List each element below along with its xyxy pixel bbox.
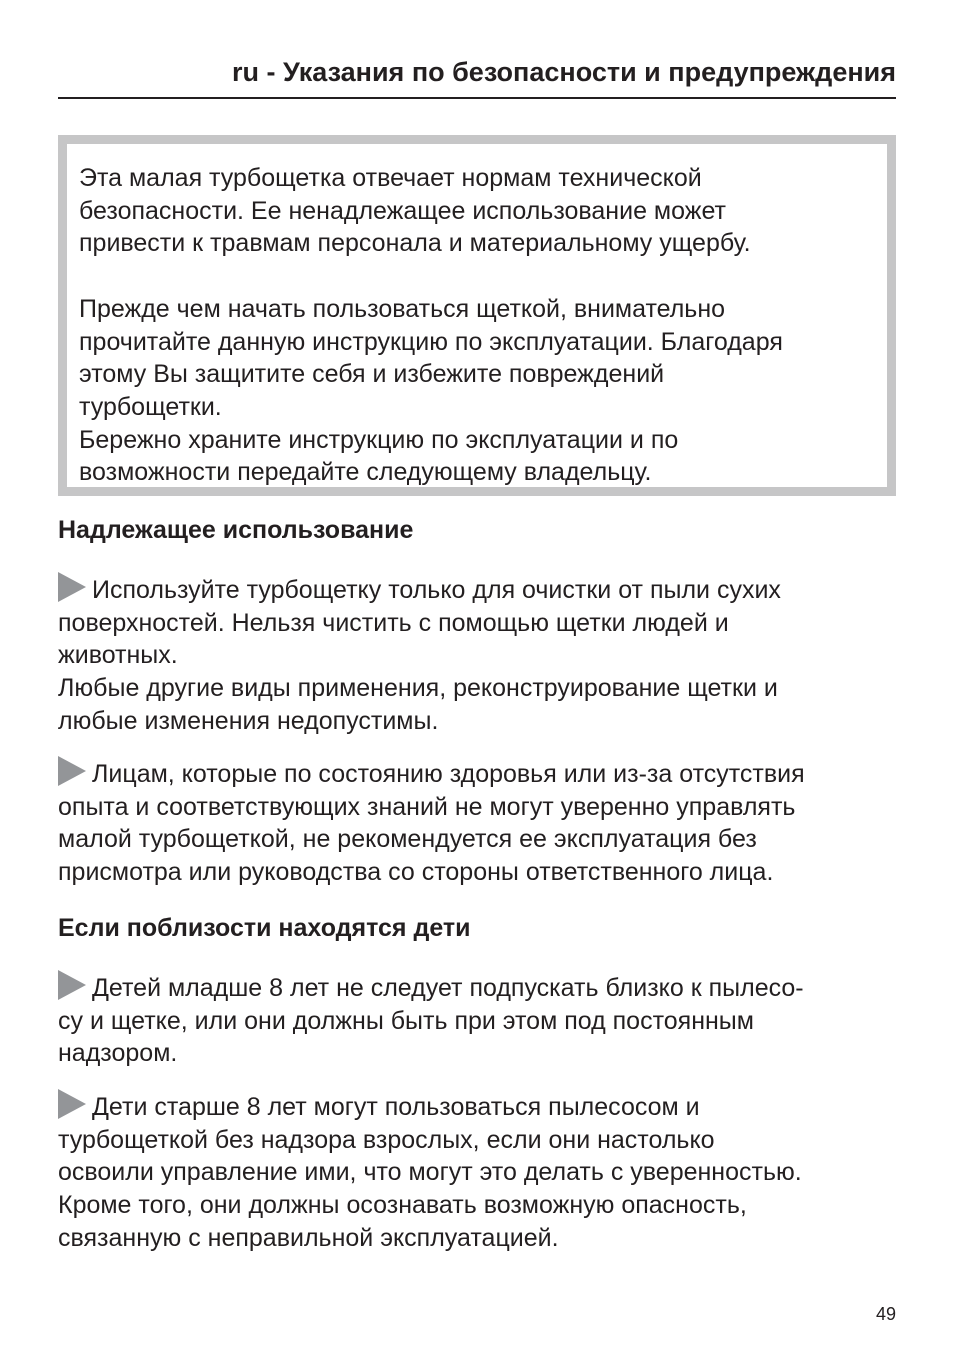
paragraph-line: освоили управление ими, что могут это делать с уверенностью.	[58, 1158, 802, 1187]
safety-notice-box	[58, 135, 896, 496]
paragraph-line: Кроме того, они должны осознавать возможную опасность,	[58, 1191, 747, 1220]
notice-line: турбощетки.	[79, 392, 222, 421]
paragraph-line: опыта и соответствующих знаний не могут уверенно управлять	[58, 792, 796, 821]
bullet-paragraph	[58, 572, 898, 738]
bullet-paragraph	[58, 970, 898, 1070]
notice-line: привести к травмам персонала и материальному ущербу.	[79, 229, 751, 258]
children-item-2	[58, 1089, 898, 1255]
header-title: ru - Указания по безопасности и предупреждения	[231, 57, 896, 87]
notice-paragraph-1	[79, 162, 875, 260]
proper-use-item-1	[58, 572, 898, 738]
page-header	[58, 55, 896, 99]
bullet-paragraph	[58, 1089, 898, 1255]
notice-paragraph-2	[79, 293, 875, 424]
paragraph-line: поверхностей. Нельзя чистить с помощью щетки людей и	[58, 608, 729, 637]
triangle-bullet-icon	[58, 970, 86, 1000]
paragraph-line: Используйте турбощетку только для очистки от пыли сухих	[92, 576, 781, 604]
paragraph-line: Дети старше 8 лет могут пользоваться пылесосом и	[92, 1093, 700, 1121]
triangle-bullet-icon	[58, 1089, 86, 1119]
section-title-children: Если поблизости находятся дети	[58, 914, 471, 942]
notice-line: безопасности. Ее ненадлежащее использование может	[79, 196, 726, 225]
paragraph-line: малой турбощеткой, не рекомендуется ее эксплуатация без	[58, 825, 757, 854]
notice-line: Прежде чем начать пользоваться щеткой, внимательно	[79, 294, 726, 323]
paragraph-line: надзором.	[58, 1039, 178, 1068]
notice-line: прочитайте данную инструкцию по эксплуатации. Благодаря	[79, 327, 783, 356]
triangle-bullet-icon	[58, 756, 86, 786]
proper-use-item-2	[58, 756, 898, 889]
notice-paragraph-3	[79, 424, 875, 489]
paragraph-line: связанную с неправильной эксплуатацией.	[58, 1223, 559, 1252]
paragraph-line: Лицам, которые по состоянию здоровья или из-за отсутствия	[92, 760, 805, 788]
bullet-paragraph	[58, 756, 898, 889]
triangle-bullet-icon	[58, 572, 86, 602]
paragraph-line: турбощеткой без надзора взрослых, если они настолько	[58, 1125, 715, 1154]
notice-line: Эта малая турбощетка отвечает нормам технической	[79, 164, 702, 192]
notice-line: возможности передайте следующему владельцу.	[79, 458, 652, 487]
page-number: 49	[875, 1304, 896, 1324]
proper-use-section	[58, 514, 898, 546]
paragraph-line: су и щетке, или они должны быть при этом под постоянным	[58, 1006, 754, 1035]
paragraph-line: любые изменения недопустимы.	[58, 706, 439, 735]
children-item-1	[58, 970, 898, 1070]
paragraph-line: присмотра или руководства со стороны ответственного лица.	[58, 858, 774, 887]
paragraph-line: Детей младше 8 лет не следует подпускать близко к пылесо-	[92, 974, 804, 1002]
notice-line: Бережно храните инструкцию по эксплуатации и по	[79, 425, 679, 454]
children-section	[58, 912, 898, 944]
paragraph-line: животных.	[58, 641, 178, 670]
section-title-proper-use: Надлежащее использование	[58, 516, 414, 544]
paragraph-line: Любые другие виды применения, реконструирование щетки и	[58, 674, 778, 703]
notice-line: этому Вы защитите себя и избежите повреждений	[79, 360, 665, 389]
